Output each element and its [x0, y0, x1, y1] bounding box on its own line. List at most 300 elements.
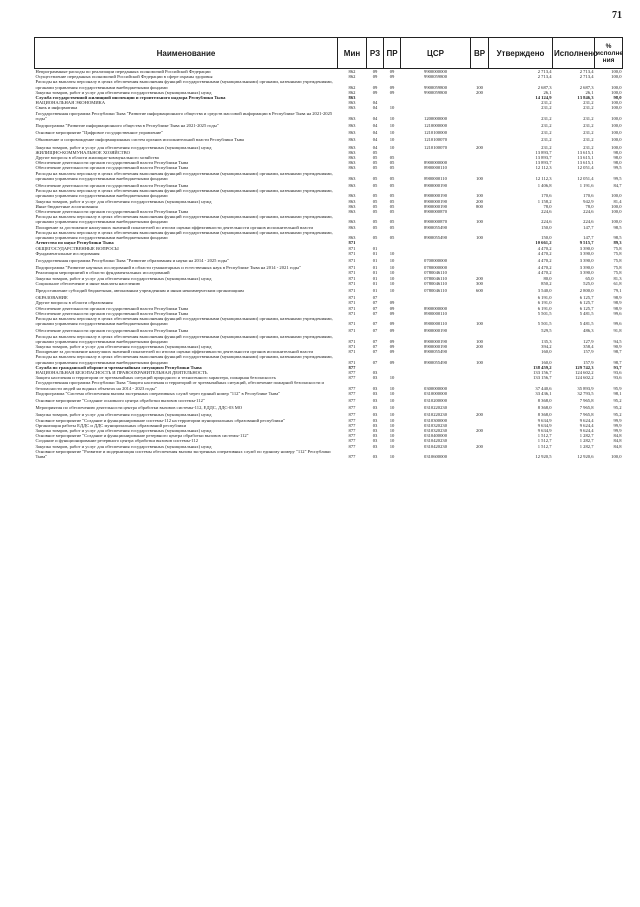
row-rz: 03	[372, 417, 378, 423]
row-pr: 09	[389, 310, 395, 316]
row-pr: 09	[389, 69, 395, 74]
row-executed: 231,2	[583, 144, 594, 150]
row-rz: 04	[372, 137, 378, 143]
row-percent: 99,9	[613, 417, 622, 423]
row-vr	[471, 181, 489, 188]
row-pr: 10	[389, 390, 395, 396]
row-name: Закупка товаров, работ и услуг для обеспечения государственных (муниципальных) нужд	[35, 144, 212, 150]
row-approved: 1 512,7	[537, 438, 552, 444]
row-pr: 05	[389, 160, 395, 166]
row-executed: 9 624,4	[579, 428, 594, 433]
row-pr: 09	[389, 328, 395, 334]
row-percent: 75,8	[613, 250, 622, 256]
row-rz: 04	[372, 100, 378, 106]
row-csr: 9900000000	[424, 69, 447, 74]
row-executed: 78,0	[585, 203, 594, 209]
row-min: 871	[348, 343, 356, 349]
row-vr	[471, 293, 489, 300]
row-approved: 231,2	[541, 130, 552, 136]
row-approved: 4 470,2	[537, 245, 552, 251]
row-rz: 03	[372, 397, 378, 403]
row-csr: 8900000190	[424, 198, 447, 204]
row-name: Осуществление переданных полномочий Российской Федерации в сфере охраны здоровья	[35, 74, 213, 80]
row-name: Закупка товаров, работ и услуг для обеспечения государственных (муниципальных) нужд	[35, 198, 212, 204]
row-name: Обеспечение деятельности органов государственной власти Республики Тыва	[35, 165, 189, 171]
row-vr	[471, 263, 489, 270]
row-min: 863	[348, 137, 356, 143]
row-min: 877	[348, 390, 356, 396]
row-csr	[401, 293, 471, 300]
row-percent: 81,4	[613, 198, 622, 204]
row-name: Подпрограмма "Развитие информационного общества в Республике Тыва на 2021-2025 годы"	[35, 123, 219, 129]
row-rz: 03	[372, 412, 378, 418]
row-csr: 8900000190	[424, 193, 447, 199]
row-csr: 9900059800	[424, 89, 447, 95]
row-approved: 26,1	[543, 89, 552, 95]
row-pr: 10	[389, 438, 395, 444]
row-rz: 09	[372, 89, 378, 95]
row-approved: 160,0	[541, 359, 552, 365]
row-percent: 100,0	[611, 454, 622, 460]
row-approved: 231,2	[541, 115, 552, 121]
row-name: Основное мероприятие "Создание и функционирование резервного центра обработки вызовов системы-112"	[35, 433, 249, 439]
row-name: Закупка товаров, работ и услуг для обеспечения государственных (муниципальных) нужд	[35, 343, 212, 349]
row-executed: 129 742,3	[575, 364, 594, 370]
row-pr	[384, 293, 401, 300]
row-percent: 100,0	[611, 74, 622, 80]
row-rz: 07	[372, 338, 378, 344]
row-pr: 10	[389, 417, 395, 423]
row-pr: 10	[389, 433, 395, 439]
row-min: 863	[348, 193, 356, 199]
row-vr	[471, 128, 489, 135]
row-name: Расходы на выплаты персоналу в целях обеспечения выполнения функций государственными (муниципальными) органами, казенными учреждениями, органами управления государственными внебюджетными фондами	[35, 170, 333, 181]
row-executed: 942,9	[583, 198, 594, 204]
row-rz: 07	[372, 305, 378, 311]
row-percent: 99,9	[613, 422, 622, 428]
row-csr: 8900055490	[424, 224, 447, 230]
row-percent: 100,0	[611, 69, 622, 74]
row-rz: 01	[372, 280, 378, 286]
row-approved: 37 440,6	[535, 385, 552, 391]
row-percent: 100,0	[611, 209, 622, 215]
row-percent: 98,0	[613, 149, 622, 155]
row-percent: 99,6	[613, 321, 622, 327]
page-number: 71	[612, 10, 622, 21]
row-percent: 100,0	[611, 115, 622, 121]
row-approved: 150,0	[541, 235, 552, 241]
row-rz: 01	[372, 265, 378, 271]
row-csr: 1210000000	[424, 123, 447, 129]
row-vr	[471, 449, 489, 459]
table-row	[35, 121, 623, 128]
row-rz: 05	[372, 193, 378, 199]
row-csr: 8900055490	[424, 235, 447, 241]
row-min: 871	[348, 295, 356, 301]
row-approved: 224,6	[541, 219, 552, 225]
row-approved: 1 158,2	[537, 198, 552, 204]
row-pr: 05	[389, 165, 395, 171]
row-name: Государственная программа Республики Тыва "Защита населения и территорий от чрезвычайных ситуаций, обеспечение пожарной безопасности и безопасности людей на водных объектах на 2014 - 2023 годы"	[35, 380, 325, 391]
row-csr: 0780046110	[424, 270, 447, 276]
row-pr: 10	[389, 443, 395, 449]
row-rz: 01	[372, 275, 378, 281]
row-rz: 03	[372, 454, 378, 460]
row-rz: 07	[372, 359, 378, 365]
row-vr: 300	[476, 280, 483, 286]
row-pr: 10	[389, 250, 395, 256]
row-min: 877	[348, 375, 356, 381]
row-vr: 100	[476, 359, 483, 365]
row-name: Основное мероприятие "Развитие и модернизация системы обеспечения вызова экстренных оперативных служб по единому номеру "112" Республики Тыва"	[35, 448, 331, 460]
row-percent: 93,7	[613, 364, 622, 370]
row-rz: 03	[372, 443, 378, 449]
row-percent: 98,5	[613, 224, 622, 230]
row-percent: 100,0	[611, 84, 622, 90]
table-row	[35, 403, 623, 410]
row-rz: 01	[372, 245, 378, 251]
row-percent: 95,2	[613, 397, 622, 403]
row-min: 877	[348, 422, 356, 428]
row-percent: 98,0	[613, 160, 622, 166]
row-name: Расходы на выплаты персоналу в целях обеспечения выполнения функций государственными (муниципальными) органами, казенными учреждениями, органами управления государственными внебюджетными фондами	[35, 354, 333, 365]
row-percent: 93,6	[613, 369, 622, 375]
row-approved: 4 470,2	[537, 250, 552, 256]
row-min: 877	[348, 438, 356, 444]
row-pr: 05	[389, 209, 395, 215]
row-min: 871	[348, 338, 356, 344]
row-min: 863	[348, 165, 356, 171]
table-row	[35, 188, 623, 198]
row-rz: 05	[372, 149, 378, 155]
row-pr: 10	[389, 428, 395, 433]
row-approved: 10 661,2	[535, 240, 552, 246]
row-min: 877	[348, 428, 356, 433]
row-csr: 9900059800	[424, 74, 447, 80]
row-approved: 529,5	[541, 328, 552, 334]
row-name: Государственная программа Республики Тыва "Развитие образования и науки на 2014 - 2025 годы"	[35, 257, 229, 263]
header-name: Наименование	[35, 38, 338, 69]
row-rz: 07	[372, 349, 378, 355]
row-pr: 10	[389, 422, 395, 428]
row-name: Поощрение за достижение наилучших значений показателей по итогам оценки эффективности деятельности органов исполнительной власти	[35, 349, 313, 355]
row-min: 877	[348, 433, 356, 439]
row-rz: 03	[372, 428, 378, 433]
row-rz: 03	[372, 385, 378, 391]
row-executed: 35 893,9	[577, 385, 594, 391]
row-name: Расходы на выплаты персоналу в целях обеспечения выполнения функций государственными (муниципальными) органами, казенными учреждениями, органами управления государственными внебюджетными фондами	[35, 229, 333, 241]
row-approved: 150,0	[541, 224, 552, 230]
row-min: 863	[348, 144, 356, 150]
row-min: 877	[348, 412, 356, 418]
row-rz: 03	[372, 405, 378, 411]
row-min: 871	[348, 300, 356, 306]
row-rz: 05	[372, 175, 378, 181]
row-rz: 01	[372, 257, 378, 263]
row-rz: 05	[372, 224, 378, 230]
row-name: Обеспечение деятельности органов государственной власти Республики Тыва	[35, 328, 189, 334]
row-approved: 231,2	[541, 105, 552, 111]
row-name: Реализация мероприятий в области фундаментальных исследований	[35, 270, 170, 276]
row-min: 871	[348, 305, 356, 311]
table-row	[35, 135, 623, 142]
header-percent-label: исполне ния	[596, 49, 624, 64]
row-approved: 2 713,4	[537, 69, 552, 74]
row-percent: 100,0	[611, 203, 622, 209]
row-name: Обеспечение деятельности органов государственной власти Республики Тыва	[35, 305, 189, 311]
table-row	[35, 181, 623, 188]
row-name: Иные бюджетные ассигнования	[35, 203, 98, 209]
row-executed: 2 800,0	[579, 287, 594, 293]
row-name: Основное мероприятие "Цифровое государственное управление"	[35, 130, 164, 136]
header-rz: РЗ	[367, 38, 384, 69]
row-csr: 8900000000	[424, 305, 447, 311]
row-name: ОБРАЗОВАНИЕ	[35, 295, 68, 301]
row-approved: 231,2	[541, 100, 552, 106]
row-pr: 05	[389, 193, 395, 199]
header-executed: Исполнено	[553, 38, 595, 69]
row-csr: 1210100070	[424, 144, 447, 150]
row-approved: 5 501,5	[537, 321, 552, 327]
row-csr: 1200000000	[424, 115, 447, 121]
row-name: Закупка товаров, работ и услуг для обеспечения государственных (муниципальных) нужд	[35, 443, 212, 449]
row-rz: 07	[372, 328, 378, 334]
row-executed: 1 282,7	[579, 443, 594, 449]
table-row	[35, 449, 623, 459]
row-executed: 9 624,4	[579, 417, 594, 423]
row-executed: 7 965,8	[579, 405, 594, 411]
row-approved: 4 470,2	[537, 270, 552, 276]
row-name: Подпрограмма "Развитие научных исследований в области гуманитарных и естественных наук в Республике Тыва на 2014 - 2021 годы"	[35, 265, 302, 271]
row-name: Обеспечение деятельности органов государственной власти Республики Тыва	[35, 310, 189, 316]
row-executed: 157,9	[583, 349, 594, 355]
row-rz: 07	[372, 343, 378, 349]
row-rz: 04	[372, 123, 378, 129]
row-approved: 13 893,7	[535, 160, 552, 166]
row-name: ЖИЛИЩНО-КОММУНАЛЬНОЕ ХОЗЯЙСТВО	[35, 149, 130, 155]
row-executed: 231,2	[583, 115, 594, 121]
table-row	[35, 334, 623, 344]
row-executed: 3 390,0	[579, 265, 594, 271]
row-executed: 358,4	[583, 343, 594, 349]
row-approved: 14 124,9	[535, 95, 552, 101]
row-min: 871	[348, 265, 356, 271]
row-pr: 10	[389, 265, 395, 271]
row-rz: 04	[372, 115, 378, 121]
row-name: Другие вопросы в области жилищно-коммунального хозяйства	[35, 155, 159, 161]
row-name: Основное мероприятие "Создание и функционирование системы-112 на территории муниципальных образований республики"	[35, 417, 285, 423]
row-percent: 61,8	[613, 280, 622, 286]
row-pr: 10	[389, 280, 395, 286]
row-csr: 1210100070	[424, 137, 447, 143]
row-name: НАЦИОНАЛЬНАЯ ЭКОНОМИКА	[35, 100, 106, 106]
row-approved: 224,6	[541, 209, 552, 215]
row-min: 871	[348, 328, 356, 334]
row-csr: 8900000110	[424, 321, 447, 327]
row-csr: 1210100000	[424, 130, 447, 136]
row-name: Создание и функционирование резервного центра обработки вызовов системы-112	[35, 438, 198, 444]
row-executed: 1 282,7	[579, 438, 594, 444]
row-pr: 10	[389, 275, 395, 281]
row-rz: 04	[372, 130, 378, 136]
row-pr: 09	[389, 305, 395, 311]
row-name: Обеспечение деятельности органов государственной власти Республики Тыва	[35, 160, 189, 166]
row-pr: 10	[389, 385, 395, 391]
table-body	[35, 69, 623, 460]
row-approved: 6 191,0	[537, 305, 552, 311]
row-executed: 3 390,0	[579, 257, 594, 263]
row-executed: 3 390,0	[579, 270, 594, 276]
row-executed: 231,2	[583, 137, 594, 143]
row-min: 871	[348, 250, 356, 256]
row-min: 877	[348, 397, 356, 403]
row-pr: 05	[389, 235, 395, 241]
row-vr: 200	[476, 275, 483, 281]
row-executed: 32 793,5	[577, 390, 594, 396]
row-name: Служба по гражданской обороне и чрезвычайным ситуациям Республики Тыва	[35, 364, 202, 370]
budget-table	[34, 37, 623, 459]
row-min: 863	[348, 123, 356, 129]
row-executed: 525,0	[583, 280, 594, 286]
row-vr	[471, 380, 489, 390]
row-min: 871	[348, 349, 356, 355]
row-min: 863	[348, 203, 356, 209]
row-min: 863	[348, 219, 356, 225]
row-csr: 0780046110	[424, 275, 447, 281]
row-vr: 200	[476, 198, 483, 204]
row-vr: 100	[476, 175, 483, 181]
row-rz: 01	[372, 287, 378, 293]
table-row	[35, 214, 623, 224]
row-percent: 75,8	[613, 245, 622, 251]
row-pr: 10	[389, 397, 395, 403]
row-vr: 100	[476, 338, 483, 344]
row-approved: 78,0	[543, 203, 552, 209]
row-min: 863	[348, 105, 356, 111]
row-vr: 800	[476, 203, 483, 209]
table-row	[35, 230, 623, 240]
row-pr: 10	[389, 115, 395, 121]
row-csr: 8900055490	[424, 359, 447, 365]
row-csr: 0310000000	[424, 390, 447, 396]
row-vr: 200	[476, 412, 483, 418]
header-percent-sign: %	[605, 42, 612, 50]
row-pr: 09	[389, 338, 395, 344]
row-executed: 13 615,1	[577, 155, 594, 161]
row-csr: 0310300000	[424, 417, 447, 423]
row-approved: 2 713,4	[537, 74, 552, 80]
row-pr: 05	[389, 224, 395, 230]
row-percent: 99,9	[613, 428, 622, 433]
row-vr: 200	[476, 343, 483, 349]
row-rz: 04	[372, 144, 378, 150]
row-csr: 8900000110	[424, 310, 447, 316]
row-percent: 95,2	[613, 412, 622, 418]
row-csr: 0700000000	[424, 257, 447, 263]
row-csr: 0310400000	[424, 433, 447, 439]
row-rz: 03	[372, 438, 378, 444]
row-executed: 12 051,4	[577, 175, 594, 181]
row-executed: 127,9	[583, 338, 594, 344]
row-executed: 231,2	[583, 100, 594, 106]
row-csr: 0780046110	[424, 287, 447, 293]
row-approved: 231,2	[541, 123, 552, 129]
row-rz: 05	[372, 183, 378, 189]
row-csr: 0310600000	[424, 454, 447, 460]
row-executed: 65,0	[585, 275, 594, 281]
row-vr	[471, 396, 489, 403]
row-executed: 12 051,4	[577, 165, 594, 171]
row-percent: 98,7	[613, 359, 622, 365]
row-approved: 231,2	[541, 144, 552, 150]
row-name: Расходы на выплаты персоналу в целях обеспечения выполнения функций государственными (муниципальными) органами, казенными учреждениями, органами управления государственными внебюджетными фондами	[35, 333, 333, 344]
header-min: Мин	[338, 38, 367, 69]
row-executed: 7 965,8	[579, 397, 594, 403]
row-min: 871	[348, 287, 356, 293]
row-min: 877	[348, 417, 356, 423]
row-name: Обновление и сопровождение информационных систем органов исполнительной власти Республики Тыва	[35, 137, 244, 143]
row-rz: 09	[372, 69, 378, 74]
row-percent: 100,0	[611, 219, 622, 225]
row-pr: 09	[389, 349, 395, 355]
row-min: 863	[348, 115, 356, 121]
row-csr: 8900000190	[424, 343, 447, 349]
row-approved: 3 540,0	[537, 287, 552, 293]
row-approved: 133 156,7	[533, 369, 552, 375]
row-min: 871	[348, 275, 356, 281]
row-percent: 93,6	[613, 375, 622, 381]
row-executed: 6 125,7	[579, 295, 594, 301]
row-csr: 8900000110	[424, 175, 447, 181]
table-row	[35, 410, 623, 417]
row-pr: 10	[389, 454, 395, 460]
row-csr: 8900000190	[424, 328, 447, 334]
row-executed: 486,3	[583, 328, 594, 334]
row-name: Закупка товаров, работ и услуг для обеспечения государственных (муниципальных) нужд	[35, 89, 212, 95]
row-approved: 138 459,2	[533, 364, 552, 370]
row-name: Мероприятия по обеспечению деятельности центра обработки вызовов системы-112, ЕДДС, ДДС-03 МО	[35, 405, 243, 411]
row-min: 862	[348, 69, 356, 74]
row-rz: 07	[372, 300, 378, 306]
row-approved: 850,2	[541, 280, 552, 286]
table-row	[35, 263, 623, 270]
row-pr: 05	[389, 183, 395, 189]
row-pr: 05	[389, 175, 395, 181]
row-percent: 95,9	[613, 385, 622, 391]
table-row	[35, 396, 623, 403]
row-percent: 98,9	[613, 295, 622, 301]
row-approved: 9 634,9	[537, 417, 552, 423]
row-pr: 09	[389, 343, 395, 349]
row-rz: 09	[372, 84, 378, 90]
row-vr: 100	[476, 84, 483, 90]
row-executed: 5 481,5	[579, 321, 594, 327]
row-percent: 84,7	[613, 183, 622, 189]
row-executed: 157,9	[583, 359, 594, 365]
row-name: Организация работы ЕДДС и ДДС муниципальных образований республики	[35, 422, 187, 428]
row-percent: 95,2	[613, 405, 622, 411]
row-executed: 7 965,8	[579, 412, 594, 418]
row-name: Предоставление субсидий бюджетным, автономным учреждениям и иным некоммерческим организациям	[35, 287, 244, 293]
row-executed: 9 624,4	[579, 422, 594, 428]
table-row	[35, 111, 623, 121]
row-min: 863	[348, 209, 356, 215]
row-csr: 0310220230	[424, 405, 447, 411]
row-min: 863	[348, 130, 356, 136]
row-csr: 0310200000	[424, 397, 447, 403]
row-min: 863	[348, 183, 356, 189]
row-percent: 90,9	[613, 343, 622, 349]
